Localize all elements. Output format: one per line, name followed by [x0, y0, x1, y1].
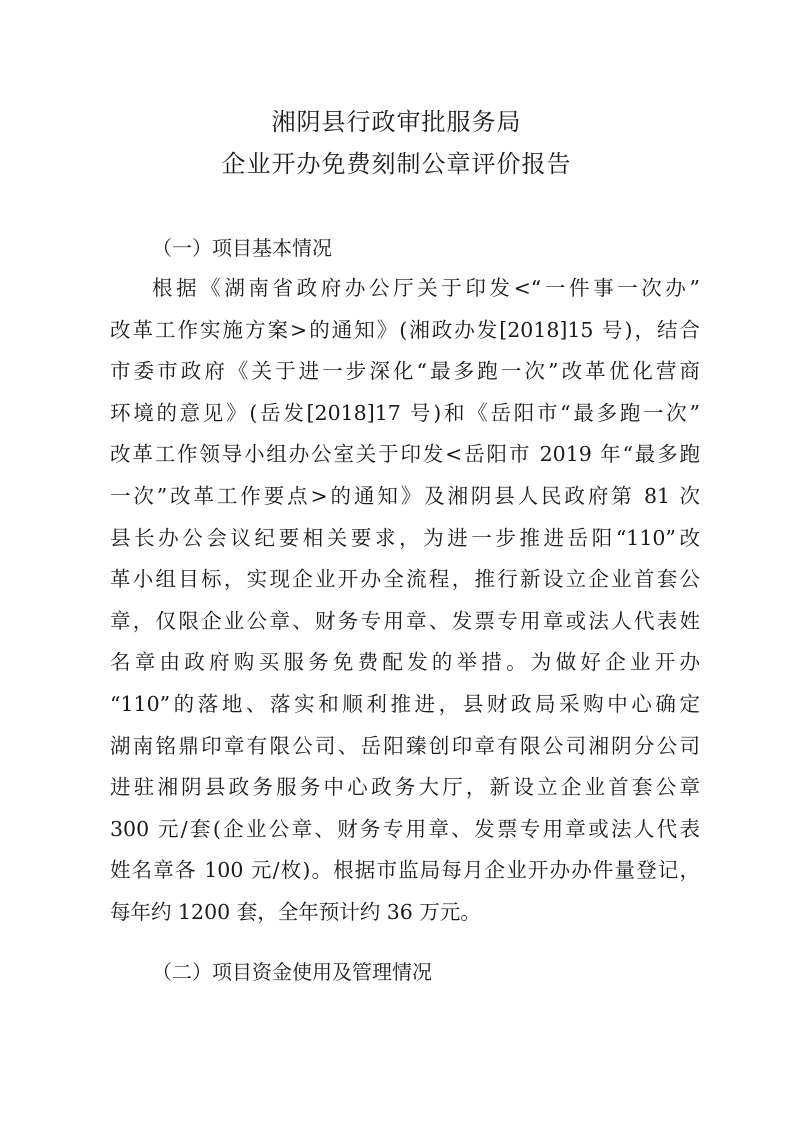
body-line: 湖南铭鼎印章有限公司、岳阳臻创印章有限公司湘阴分公司	[110, 733, 700, 758]
body-line: 300 元/套(企业公章、财务专用章、发票专用章或法人代表	[110, 816, 700, 841]
section-2-heading: （二）项目资金使用及管理情况	[152, 960, 432, 984]
document-title-line-2: 企业开办免费刻制公章评价报告	[221, 150, 572, 178]
body-line: 改革工作实施方案>的通知》(湘政办发[2018]15 号)，结合	[110, 317, 700, 342]
body-line: 县长办公会议纪要相关要求，为进一步推进岳阳“110”改	[110, 525, 700, 550]
body-line: 进驻湘阴县政务服务中心政务大厅，新设立企业首套公章	[110, 775, 700, 800]
section-1-body	[110, 268, 700, 934]
body-line: 每年约 1200 套，全年预计约 36 万元。	[110, 899, 481, 924]
body-line: 改革工作领导小组办公室关于印发<岳阳市 2019 年“最多跑	[110, 442, 700, 467]
body-line: 姓名章各 100 元/枚)。根据市监局每月企业开办办件量登记，	[110, 858, 700, 883]
body-line: 革小组目标，实现企业开办全流程，推行新设立企业首套公	[110, 567, 700, 592]
body-line: 章，仅限企业公章、财务专用章、发票专用章或法人代表姓	[110, 608, 700, 633]
body-line: 环境的意见》(岳发[2018]17 号)和《岳阳市“最多跑一次”	[110, 400, 700, 425]
body-line: 一次”改革工作要点>的通知》及湘阴县人民政府第 81 次	[110, 483, 700, 508]
body-line: 市委市政府《关于进一步深化“最多跑一次”改革优化营商	[110, 359, 700, 384]
section-1-heading: （一）项目基本情况	[152, 236, 332, 260]
body-line: “110”的落地、落实和顺利推进，县财政局采购中心确定	[110, 691, 700, 716]
document-title-line-1: 湘阴县行政审批服务局	[271, 108, 522, 136]
body-line: 根据《湖南省政府办公厅关于印发<“一件事一次办”	[152, 276, 700, 300]
body-line: 名章由政府购买服务免费配发的举措。为做好企业开办	[110, 650, 700, 675]
